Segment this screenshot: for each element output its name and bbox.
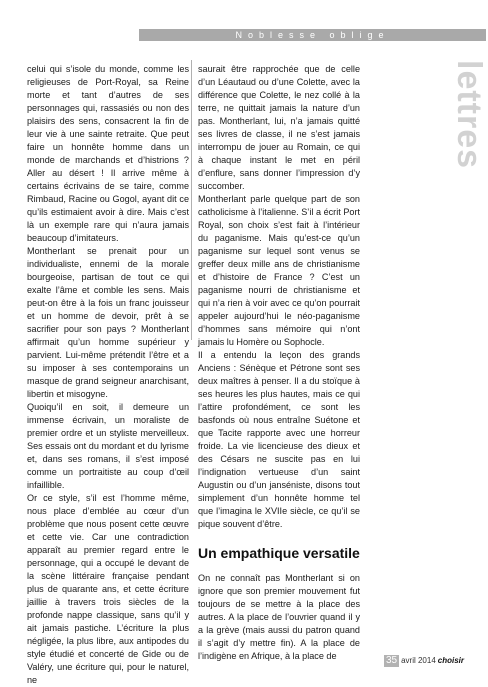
section-label-text: lettres [450,60,488,170]
left-column [27,63,189,687]
paragraph: On ne connaît pas Montherlant si on ignore que son premier mouvement fut toujours de se mettre à la place des autres. A la place de l’ouvrier quand il y a la grève (mais aussi du patron quand il s’agit d’y mettre fin). A la place de l’indigène en Afrique, à la place de [198,573,360,661]
paragraph: Montherlant parle quelque part de son catholicisme à l’italienne. S’il a écrit Port Royal, son choix s’est fait à l’intérieur du paganisme. Mais qu’est-ce qu’un paganisme sur lequel sont venus se greffer deux mille ans de christianisme et d’histoire de France ? C’est un paganisme nourri de christianisme et qui n’a rien à voir avec ce qu’on pourrait appeler aujourd’hui le néo-paganisme d’hommes sans mémoire qui n’ont jamais lu Homère ou Sophocle. [198,194,360,347]
header-band [139,29,486,41]
right-column [198,63,360,663]
running-header-title: Noblesse oblige [235,30,390,40]
magazine-name: choisir [437,656,464,665]
section-heading: Un empathique versatile [198,545,360,561]
paragraph: Il a entendu la leçon des grands Anciens : Sénèque et Pétrone sont ses deux maîtres à penser. Il a du stoïque à ses heures les plus hautes, mais ce qui l’attire profondément, ce sont les basfonds où nous entraîne Suétone et que Tacite rapporte avec une horreur froide. La vie licencieuse des dieux et des Césars ne suscite pas en lui l’indignation vertueuse d’un saint Augustin ou d’un janséniste, disons tout simplement d’un honnête homme tel que l’imagina le XVIIe siècle, ce qu’il se pique souvent d’être. [198,350,360,529]
page-number: 35 [385,655,398,666]
column-divider [191,60,192,340]
paragraph: Or ce style, s’il est l’homme même, nous place d’emblée au cœur d’un problème que nous posent cette œuvre et cette vie. Car une contradiction apparaît au premier regard entre le personnage, qui a occupé le devant de la scène littéraire française pendant plus de quarante ans, et cette écriture jaillie à travers trois siècles de la profonde nappe classique, sans qu’il y ait jamais pastiche. L’écriture la plus négligée, la plus libre, aux antipodes du style étudié et concerté de Gide ou de Valéry, une écriture qui, pour le naturel, ne [27,493,189,685]
section-label [392,60,488,170]
page-footer [384,655,464,667]
issue-date: avril 2014 [401,656,436,665]
paragraph: Montherlant se prenait pour un individualiste, ennemi de la morale bourgeoise, partisan de tout ce qui exalte l’âme et comble les sens. Mais peut-on être à la fois un franc jouisseur et un homme de devoir, prêt à se sacrifier pour son pays ? Montherlant affirmait qu’un homme supérieur y parvient. Lui-même prétendit l’être et a su imposer à ses contemporains un masque de grand seigneur anarchisant, libertin et misogyne. [27,246,189,399]
paragraph: saurait être rapprochée que de celle d’un Léautaud ou d’une Colette, avec la différence que Colette, le nez collé à la terre, ne quittait jamais la nature d’un pas. Montherlant, lui, n’a jamais quitté ses livres de classe, il ne s’est jamais interrompu de jouer au Romain, ce qui à chaque instant le met en péril d’enflure, sans donner l’impression d’y succomber. [198,64,360,191]
paragraph: celui qui s’isole du monde, comme les religieuses de Port-Royal, sa Reine morte et tant d’autres de ses personnages qui, rassasiés ou non des plaisirs des sens, consacrent la fin de leur vie à une sainte retraite. Que peut faire un honnête homme dans un monde de marchands et d’histrions ? Aller au désert ! Il arrive même à certains écrivains de se taire, comme Rimbaud, Racine ou Gogol, ayant dit ce qu’ils estimaient avoir à dire. Mais c’est là un exemple rare qui n’aura jamais beaucoup d’imitateurs. [27,64,189,243]
paragraph: Quoiqu’il en soit, il demeure un immense écrivain, un moraliste de premier ordre et un styliste merveilleux. Ses essais ont du mordant et du lyrisme et, dans ses romans, il s’est imposé comme un portraitiste au coup d’œil infaillible. [27,402,189,490]
